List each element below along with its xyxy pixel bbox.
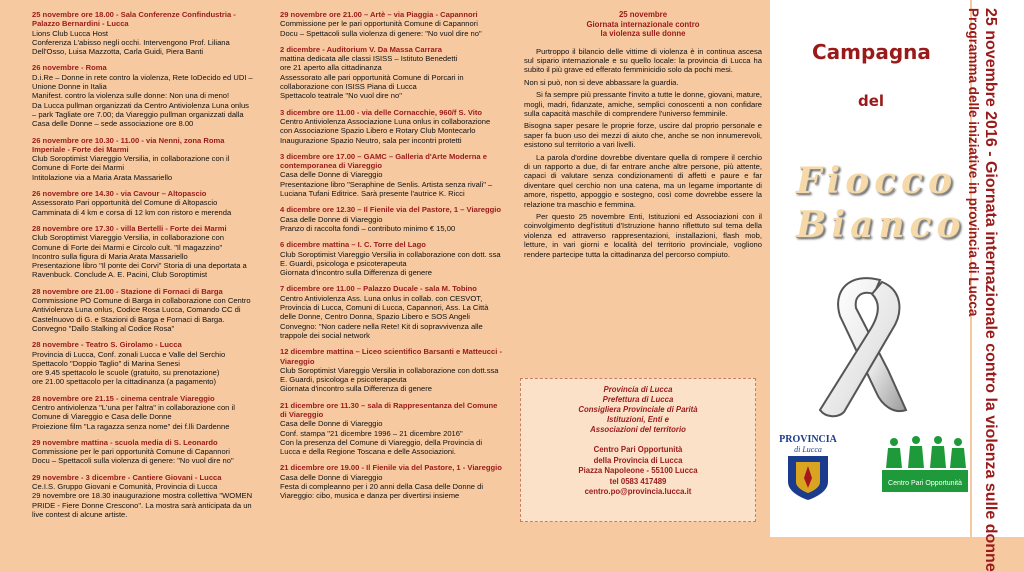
event-description: Commissione per le pari opportunità Comune di Capannori Docu – Spettacoli sulla violenza di genere: "No vuol dire no" <box>280 19 482 38</box>
contact-line: Piazza Napoleone - 55100 Lucca <box>578 466 698 476</box>
event-heading: 29 novembre ore 21.00 – Artè – via Piaggia - Capannori <box>280 10 478 19</box>
provincia-lucca-logo <box>776 432 840 502</box>
event-item <box>32 287 254 333</box>
event-heading: 7 dicembre ore 11.00 – Palazzo Ducale - sala M. Tobino <box>280 284 477 294</box>
vertical-title-panel <box>966 0 1024 572</box>
organizer-line: Associazioni del territorio <box>590 425 686 434</box>
event-item <box>280 108 504 145</box>
event-item <box>280 152 504 198</box>
event-description: Centro antiviolenza "L'una per l'altra" in collaborazione con il Comune di Viareggio e Casa delle Donne Proiezione film "La ragazza senza nome" dei f.lli Dardenne <box>32 402 235 431</box>
organizers-list <box>521 385 755 435</box>
event-heading: 3 dicembre ore 11.00 - via delle Cornacchie, 960/f S. Vito <box>280 107 483 117</box>
white-ribbon-icon <box>810 272 920 422</box>
intro-paragraph: La parola d'ordine dovrebbe diventare quella di rompere il cerchio di un rapporto a due, di far entrare anche altre persone, più attente, capaci di valutare senza condizionamenti di affetti e paure e far diventare quel cerchio non una catena, ma un legame importante di amore, rispetto, appoggio e sostegno, così come dovrebbe essere la relazione tra maschio e femmina. <box>524 152 762 209</box>
event-heading: 26 novembre - Roma <box>32 63 107 73</box>
event-heading: 28 novembre ore 21.15 - cinema centrale Viareggio <box>32 393 215 403</box>
event-item <box>280 401 504 457</box>
event-heading: 29 novembre - 3 dicembre - Cantiere Giovani - Lucca <box>32 472 222 482</box>
event-description: Ce.I.S. Gruppo Giovani e Comunità, Provincia di Lucca 29 novembre ore 18.30 inaugurazione mostra collettiva "WOMEN PRIDE - Fiere Donne Crescono". La mostra sarà anticipata da un live contest di alcune artiste. <box>32 482 253 519</box>
event-description: Casa delle Donne di Viareggio Conf. stampa "21 dicembre 1996 – 21 dicembre 2016" Con la presenza del Comune di Viareggio, della Provincia di Lucca e della Regione Toscana e delle Associazioni. <box>280 419 483 457</box>
event-heading: 2 dicembre - Auditorium V. Da Massa Carrara <box>280 44 442 54</box>
intro-paragraph: Si fa sempre più pressante l'invito a tutte le donne, giovani, mature, mogli, madri, fidanzate, amiche, semplici conoscenti a non confidare sulla capacità maschile di comprendere l'universo femminile. <box>524 90 763 118</box>
event-description: Centro Antiviolenza Associazione Luna onlus in collaborazione con Associazione Spazio Libero e Rotary Club Montecarlo Inaugurazione Spazio Neutro, sala per incontri protetti <box>280 116 491 145</box>
event-description: Club Soroptimist Viareggio Versilia, in collaborazione con Comune di Forte dei Marmi e Circolo cult. "Il magazzino" Incontro sulla figura di Maria Arata Massariello Presentazione libro "Il ponte dei Corvi" Storia di una deportata a Ravenbuck. Conclude A. E. Pacini, Club Soroptimist <box>32 233 247 280</box>
cover-title-fiocco: Fiocco <box>796 160 958 202</box>
event-heading: 25 novembre ore 18.00 - Sala Conferenze Confindustria - Palazzo Bernardini - Lucca <box>32 10 236 29</box>
event-description: Casa delle Donne di Viareggio Presentazione libro "Seraphine de Senlis. Artista senza rivali" – Luciana Tufani Editrice. Sarà presente l'autrice K. Ricci <box>280 170 493 199</box>
cover-panel <box>770 0 970 537</box>
event-description: Commissione PO Comune di Barga in collaborazione con Centro Antiviolenza Luna onlus, Codice Rosa Lucca, Comando CC di Castelnuovo di G. e Stazioni di Barga e Fornaci di Barga. Convegno "Dallo Stalking al Codice Rosa" <box>32 296 251 333</box>
contact-line: Centro Pari Opportunità <box>593 445 683 454</box>
event-item <box>32 63 254 128</box>
event-heading: 26 novembre ore 14.30 - via Cavour – Altopascio <box>32 189 207 199</box>
organizer-line: Consigliera Provinciale di Parità <box>578 405 698 414</box>
event-heading: 29 novembre mattina - scuola media di S. Leonardo <box>32 437 218 447</box>
intro-paragraph: Non si può, non si deve abbassare la guardia. <box>524 77 679 87</box>
promoters-box <box>520 378 756 522</box>
event-item <box>32 136 254 182</box>
provincia-logo-text: PROVINCIA <box>779 434 837 445</box>
event-item <box>280 347 504 393</box>
intro-title: 25 novembre Giornata internazionale contro la violenza sulle donne <box>586 10 700 38</box>
provincia-logo-subtext: di Lucca <box>794 445 822 454</box>
event-item <box>32 224 254 280</box>
event-heading: 12 dicembre mattina – Liceo scientifico Barsanti e Matteucci - Viareggio <box>280 347 502 366</box>
event-heading: 21 dicembre ore 19.00 - Il Fienile via del Pastore, 1 - Viareggio <box>280 463 502 473</box>
event-heading: 28 novembre ore 21.00 - Stazione di Fornaci di Barga <box>32 286 223 296</box>
cover-title-del: del <box>858 92 885 110</box>
event-item <box>280 240 504 277</box>
events-column-1 <box>0 0 258 537</box>
organizer-line: Istituzioni, Enti e <box>607 415 669 424</box>
contact-line: tel 0583 417489 <box>609 476 667 486</box>
event-heading: 3 dicembre ore 17.00 – GAMC – Galleria d'Arte Moderna e contemporanea di Viareggio <box>280 151 487 171</box>
event-heading: 21 dicembre ore 11.30 – sala di Rappresentanza del Comune di Viareggio <box>280 400 498 419</box>
cover-title-bianco: Bianco <box>796 204 966 246</box>
contact-line: della Provincia di Lucca <box>593 455 683 465</box>
organizer-line: Provincia di Lucca <box>603 385 673 394</box>
event-item <box>280 284 504 340</box>
intro-body <box>524 47 762 260</box>
event-heading: 28 novembre - Teatro S. Girolamo - Lucca <box>32 340 182 350</box>
cover-title-campagna: Campagna <box>812 40 931 64</box>
intro-paragraph: Per questo 25 novembre Enti, Istituzioni ed Associazioni con il coinvolgimento degl'istituti d'Istruzione hanno riflettuto sul tema della violenza ed attraverso rappresentazioni, installazioni, flash mob, letture, in vari giorni e località del territorio provinciale, vogliono rendere partecipe tutta la cittadinanza del percorso compiuto. <box>524 212 762 259</box>
organizer-line: Prefettura di Lucca <box>602 395 674 404</box>
event-description: Provincia di Lucca, Conf. zonali Lucca e Valle del Serchio Spettacolo "Doppio Taglio" di Marina Senesi ore 9.45 spettacolo le scuole (gratuito, su prenotazione) ore 21.00 spettacolo per la cittadinanza (a pagamento) <box>32 349 226 387</box>
intro-paragraph: Purtroppo il bilancio delle vittime di violenza è in continua ascesa sul sipario internazionale e su quello locale: la provincia di Lucca ha subito il più grave ed efferato femminicidio solo da pochi mesi. <box>524 46 762 75</box>
event-item <box>280 205 504 233</box>
event-description: Commissione per le pari opportunità Comune di Capannori Docu – Spettacoli sulla violenza di genere: "No vuol dire no" <box>32 447 234 466</box>
event-description: D.i.Re – Donne in rete contro la violenza, Rete IoDecido ed UDI – Unione Donne in Italia Manifest. contro la violenza sulle donne: Non una di meno! Da Lucca pullman organizzati da Centro Antiviolenza Luna onlus – park Tagliate ore 7.00; da Viareggio pullman organizzati dalla Casa delle Donne – sede associazione ore 8.00 <box>32 72 253 129</box>
event-description: Casa delle Donne di Viareggio Pranzo di raccolta fondi – contributo minimo € 15,00 <box>280 214 456 233</box>
event-description: Club Soroptimist Viareggio Versilia, in collaborazione con il Comune di Forte dei Marmi Intitolazione via a Maria Arata Massariello <box>32 154 230 182</box>
event-description: mattina dedicata alle classi ISISS – Istituto Benedetti ore 21 aperto alla cittadinanza Assessorato alle pari opportunità Comune di Porcari in collaborazione con ISISS Piana di Lucca Spettacolo teatrale "No vuol dire no" <box>280 54 464 101</box>
event-heading: 26 novembre ore 10.30 - 11.00 - via Nenni, zona Roma Imperiale - Forte dei Marmi <box>32 135 225 154</box>
event-description: Lions Club Lucca Host Conferenza L'abisso negli occhi. Intervengono Prof. Liliana Dell'Osso, Luisa Mazzotta, Carla Guidi, Piera Banti <box>32 28 230 57</box>
event-item <box>32 10 254 56</box>
event-heading: 6 dicembre mattina – I. C. Torre del Lago <box>280 240 426 250</box>
event-heading: 28 novembre ore 17.30 - villa Bertelli - Forte dei Marmi <box>32 223 227 233</box>
event-item <box>32 340 254 386</box>
event-item <box>280 10 504 38</box>
event-description: Casa delle Donne di Viareggio Festa di compleanno per i 20 anni della Casa delle Donne di Viareggio: cibo, musica e danza per divertirsi insieme <box>280 472 484 501</box>
vertical-subtitle: Programma delle iniziative in provincia di Lucca <box>966 8 981 317</box>
intro-paragraph: Bisogna saper pesare le proprie forze, uscire dal proprio personale e saper fa buon uso dei mezzi di aiuto che, anche se non innumerevoli, esistono sul territorio a vari livelli. <box>524 121 762 150</box>
event-item <box>280 45 504 101</box>
event-item <box>280 463 504 500</box>
event-item <box>32 189 254 217</box>
event-item <box>32 394 254 431</box>
centro-po-logo-text: Centro Pari Opportunità <box>888 480 962 487</box>
centro-pari-opportunita-logo <box>882 434 968 492</box>
intro-panel <box>508 0 770 537</box>
event-description: Club Soroptimist Viareggio Versilia in collaborazione con dott.ssa E. Guardi, psicologa e psicoterapeuta Giornata d'incontro sulla Differenza di genere <box>280 365 499 394</box>
events-column-2 <box>258 0 508 537</box>
event-heading: 4 dicembre ore 12.30 – Il Fienile via del Pastore, 1 – Viareggio <box>280 205 502 215</box>
event-description: Centro Antiviolenza Ass. Luna onlus in collab. con CESVOT, Provincia di Lucca, Comuni di Lucca, Capannori, Ass. La Città delle Donne, Centro Donna, Spazio Libero e SOS Angeli Convegno: "Non cadere nella Rete! Kit di sopravvivenza alle trappole dei social network <box>280 293 489 340</box>
contact-email[interactable]: centro.po@provincia.lucca.it <box>584 487 692 497</box>
contact-block <box>521 445 755 498</box>
event-description: Assessorato Pari opportunità del Comune di Altopascio Camminata di 4 km e corsa di 12 km con ristoro e merenda <box>32 198 232 217</box>
event-item <box>32 438 254 466</box>
event-description: Club Soroptimist Viareggio Versilia in collaborazione con dott. ssa E. Guardi, psicologa e psicoterapeuta Giornata d'incontro sulla Differenza di genere <box>280 249 501 278</box>
event-item <box>32 473 254 519</box>
vertical-title: 25 novembre 2016 - Giornata internazionale contro la violenza sulle donne <box>982 8 999 572</box>
